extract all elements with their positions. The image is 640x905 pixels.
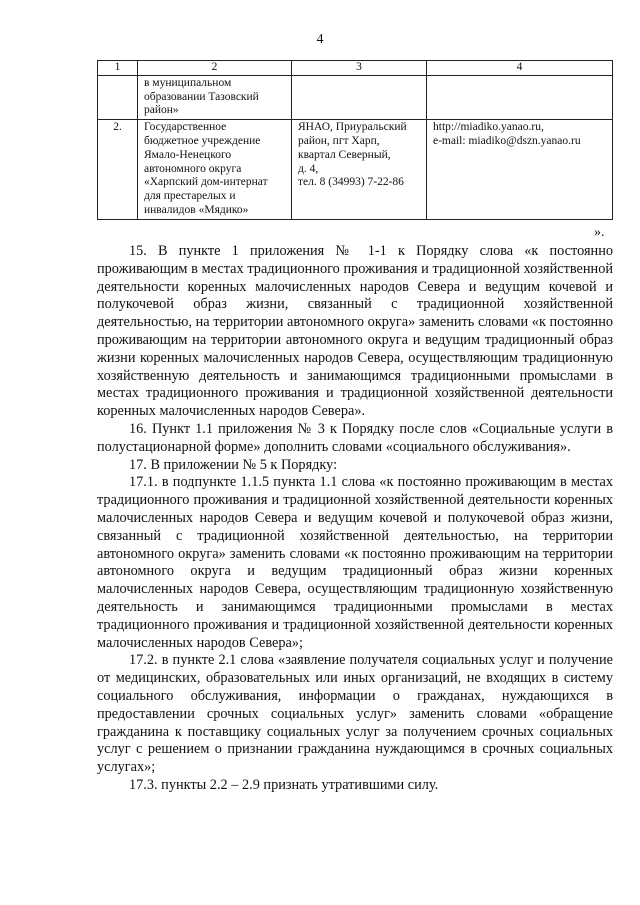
paragraph-15: 15. В пункте 1 приложения № 1-1 к Порядку слова «к постоянно проживающим в местах традиционного проживания и традиционной хозяйственной деятельности коренных малочисленных народов Севера и ведущим кочевой и полукочевой образ жизни, связанный с традиционной хозяйственной деятельностью, на территории автономного округа» заменить словами «к постоянно проживающим на территории автономного округа и ведущим традиционный образ жизни коренных малочисленных народов Севера, осуществляющим традиционную хозяйственную деятельность и занимающимся традиционными промыслами в местах традиционного проживания и традиционной хозяйственной деятельности коренных малочисленных народов Севера». (97, 243, 613, 420)
organization-name-cell (138, 75, 292, 119)
table-row (98, 75, 613, 119)
cell-line: д. 4, (298, 162, 319, 175)
cell-line: Государственное (144, 121, 227, 134)
table-header-cell: 1 (98, 61, 138, 76)
table-row (98, 120, 613, 220)
cell-line: ЯНАО, Приуральский (298, 121, 407, 134)
paragraph-17: 17. В приложении № 5 к Порядку: (129, 456, 338, 473)
cell-line: бюджетное учреждение (144, 134, 261, 147)
closing-quote: ». (594, 225, 605, 240)
cell-line: для престарелых и (144, 190, 236, 203)
paragraph-17-3: 17.3. пункты 2.2 – 2.9 признать утратившими силу. (129, 776, 439, 793)
table-header-cell: 2 (138, 61, 292, 76)
address-cell (292, 120, 427, 220)
cell-line: инвалидов «Мядико» (144, 203, 249, 216)
table-header-row (98, 61, 613, 76)
cell-line: образовании Тазовский (144, 90, 259, 103)
row-number-cell (98, 75, 138, 119)
paragraph-17-1: 17.1. в подпункте 1.1.5 пункта 1.1 слова «к постоянно проживающим в местах традиционного проживания и традиционной хозяйственной деятельности коренных малочисленных народов Севера и ведущим кочевой и полукочевой образ жизни, связанный с традиционной хозяйственной деятельностью, на территории автономного округа» заменить словами «к постоянно проживающим на территории автономного округа и ведущим традиционный образ жизни коренных малочисленных народов Севера, осуществляющим традиционную хозяйственную деятельность и занимающимся традиционными промыслами в местах традиционного проживания и традиционной хозяйственной деятельности коренных малочисленных народов Севера»; (97, 474, 613, 651)
address-cell (292, 75, 427, 119)
cell-line: Ямало-Ненецкого (144, 148, 232, 161)
page-number: 4 (316, 32, 324, 47)
cell-line: квартал Северный, (298, 148, 391, 161)
paragraph-17-2: 17.2. в пункте 2.1 слова «заявление получателя социальных услуг и получение от медицинских, образовательных или иных организаций, не входящих в систему социального обслуживания, информации о гражданах, нуждающихся в предоставлении срочных социальных услуг» заменить словами «обращение гражданина к поставщику социальных услуг за получением срочных социальных услуг с решением о признании гражданина нуждающимся в срочных социальных услугах»; (97, 652, 613, 776)
row-number-cell: 2. (98, 120, 138, 220)
cell-line: тел. 8 (34993) 7-22-86 (298, 176, 404, 189)
paragraph-16: 16. Пункт 1.1 приложения № 3 к Порядку после слов «Социальные услуги в полустационарной форме» дополнить словами «социального обслуживания». (97, 420, 613, 455)
cell-line: http://miadiko.yanao.ru, (433, 121, 544, 134)
cell-line: «Харпский дом-интернат (144, 176, 268, 189)
contacts-cell (427, 120, 613, 220)
cell-line: автономного округа (144, 162, 242, 175)
contacts-cell (427, 75, 613, 119)
organizations-table (97, 60, 613, 220)
cell-line: e-mail: miadiko@dszn.yanao.ru (433, 134, 581, 147)
table-header-cell: 3 (292, 61, 427, 76)
table-header-cell: 4 (427, 61, 613, 76)
cell-line: район» (144, 104, 179, 117)
cell-line: в муниципальном (144, 76, 232, 89)
document-body (97, 243, 613, 795)
cell-line: район, пгт Харп, (298, 134, 380, 147)
organization-name-cell (138, 120, 292, 220)
